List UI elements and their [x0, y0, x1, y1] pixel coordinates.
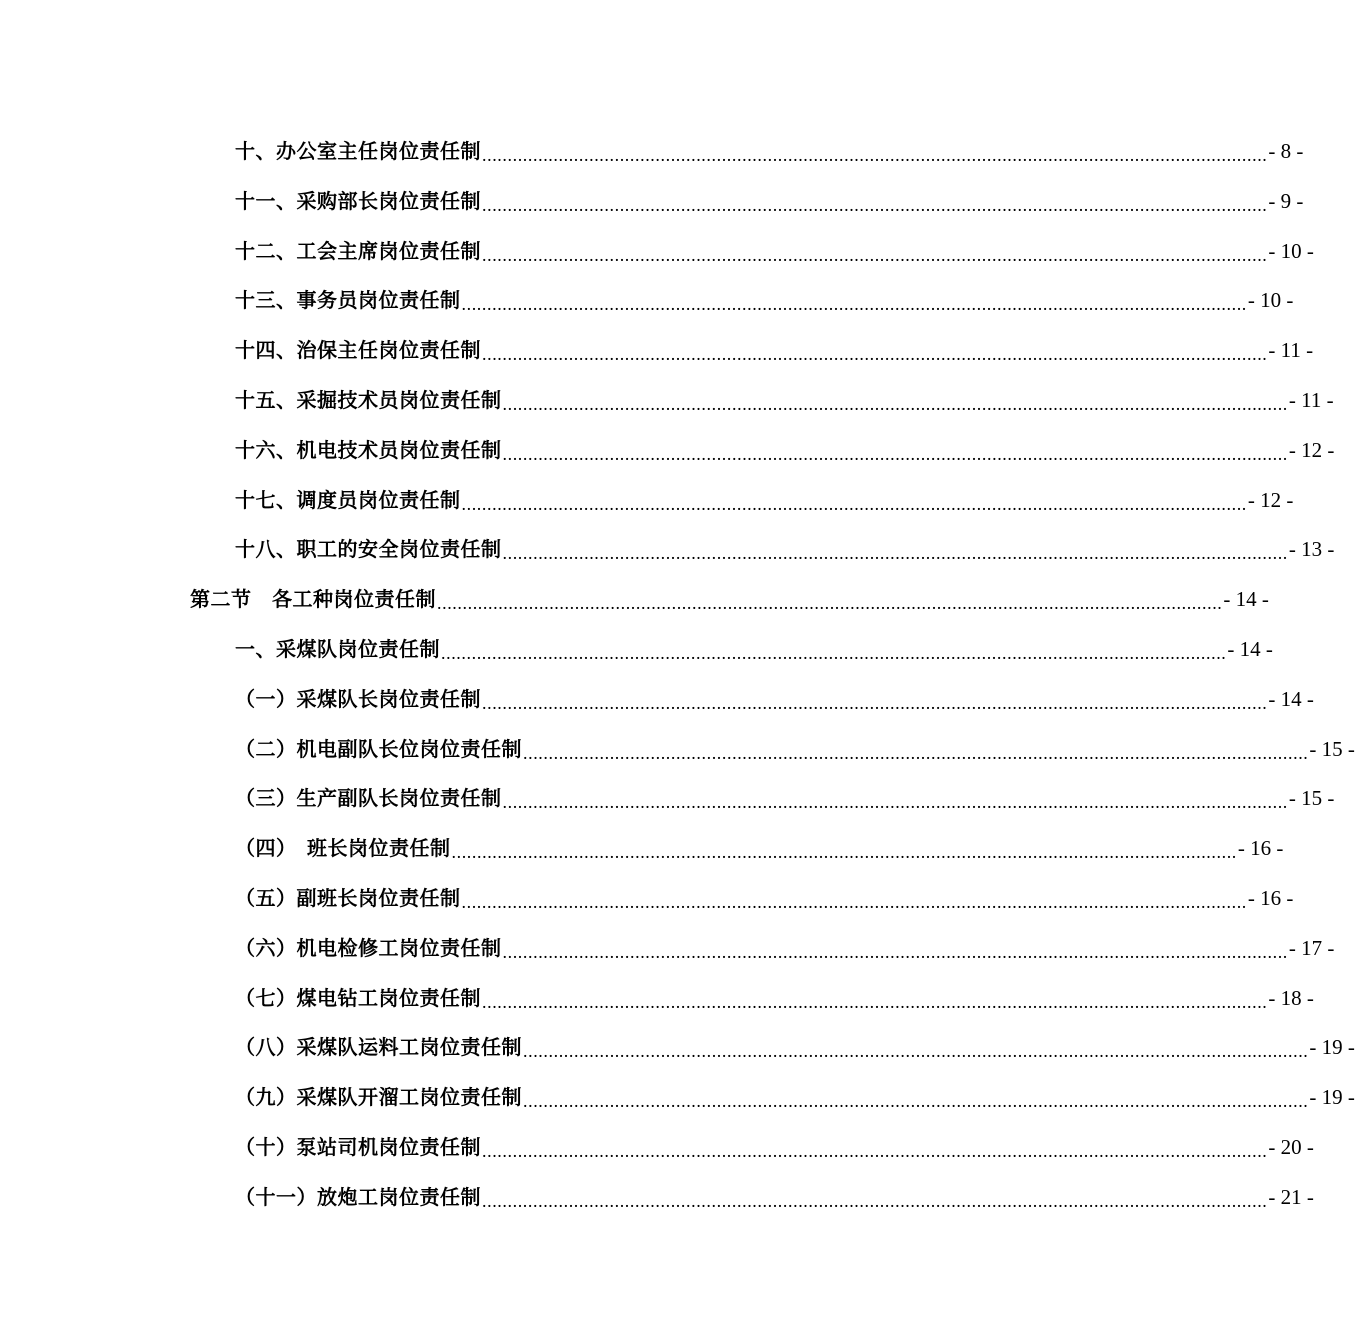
- toc-entry-page-number: - 12 -: [1288, 437, 1335, 462]
- toc-entry[interactable]: [235, 825, 1284, 871]
- toc-entry-page-number: - 18 -: [1268, 985, 1314, 1010]
- toc-entry-title: 十四、治保主任岗位责任制: [235, 338, 481, 363]
- toc-entry-title: （一）采煤队长岗位责任制: [235, 686, 481, 711]
- toc-entry-title: 第二节 各工种岗位责任制: [190, 587, 436, 612]
- toc-entry-page-number: - 16 -: [1247, 886, 1294, 910]
- toc-entry[interactable]: [235, 427, 1335, 473]
- toc-dot-leader: ..........................................................................................................................................................: [482, 991, 1268, 1012]
- toc-entry[interactable]: [235, 975, 1314, 1021]
- toc-dot-leader: ..........................................................................................................................................................: [451, 842, 1237, 863]
- toc-entry-title: （二）机电副队长位岗位责任制: [235, 736, 522, 761]
- toc-entry-title: 十八、职工的安全岗位责任制: [235, 537, 502, 562]
- toc-entry-page-number: - 14 -: [1227, 637, 1273, 661]
- toc-dot-leader: ..........................................................................................................................................................: [502, 792, 1288, 813]
- toc-entry-page-number: - 11 -: [1288, 388, 1334, 412]
- toc-entry[interactable]: [235, 676, 1314, 722]
- toc-entry-page-number: - 13 -: [1288, 537, 1335, 562]
- toc-entry-page-number: - 10 -: [1247, 288, 1294, 313]
- toc-entry-page-number: - 15 -: [1288, 786, 1335, 811]
- toc-entry-page-number: - 12 -: [1247, 487, 1294, 512]
- toc-entry[interactable]: [235, 477, 1294, 523]
- toc-entry-page-number: - 9 -: [1268, 188, 1304, 213]
- toc-entry-title: 十六、机电技术员岗位责任制: [235, 437, 502, 462]
- toc-entry[interactable]: [235, 1174, 1314, 1220]
- toc-entry-title: （十）泵站司机岗位责任制: [235, 1135, 481, 1159]
- toc-entry[interactable]: [235, 128, 1304, 174]
- toc-dot-leader: ..........................................................................................................................................................: [461, 294, 1247, 315]
- toc-entry[interactable]: [235, 1074, 1355, 1120]
- toc-entry[interactable]: [235, 1124, 1314, 1170]
- toc-entry-title: 十三、事务员岗位责任制: [235, 288, 461, 313]
- toc-entry-title: （十一）放炮工岗位责任制: [235, 1184, 481, 1209]
- toc-entry[interactable]: [235, 327, 1314, 373]
- toc-dot-leader: ..........................................................................................................................................................: [461, 493, 1247, 514]
- toc-entry[interactable]: [235, 875, 1294, 921]
- toc-entry-page-number: - 8 -: [1268, 139, 1304, 163]
- toc-dot-leader: ..........................................................................................................................................................: [502, 543, 1288, 564]
- toc-entry[interactable]: [190, 576, 1269, 622]
- toc-entry-page-number: - 10 -: [1268, 238, 1314, 263]
- toc-dot-leader: ..........................................................................................................................................................: [441, 643, 1227, 663]
- toc-dot-leader: ..........................................................................................................................................................: [502, 443, 1288, 464]
- toc-entry-page-number: - 16 -: [1237, 836, 1284, 861]
- toc-dot-leader: ..........................................................................................................................................................: [523, 742, 1309, 763]
- toc-dot-leader: ..........................................................................................................................................................: [482, 344, 1268, 365]
- toc-entry-title: （八）采煤队运料工岗位责任制: [235, 1035, 522, 1060]
- toc-entry[interactable]: [235, 377, 1334, 423]
- toc-dot-leader: ..........................................................................................................................................................: [523, 1041, 1309, 1062]
- toc-entry[interactable]: [235, 925, 1335, 971]
- toc-entry-title: 十二、工会主席岗位责任制: [235, 238, 481, 263]
- toc-entry-title: 一、采煤队岗位责任制: [235, 637, 440, 661]
- toc-entry-page-number: - 19 -: [1309, 1085, 1355, 1110]
- toc-entry[interactable]: [235, 626, 1273, 672]
- toc-entry-title: 十一、采购部长岗位责任制: [235, 188, 481, 213]
- toc-dot-leader: ..........................................................................................................................................................: [502, 394, 1288, 414]
- toc-entry[interactable]: [235, 1024, 1355, 1070]
- toc-entry-page-number: - 14 -: [1223, 587, 1269, 612]
- toc-entry[interactable]: [235, 526, 1335, 572]
- toc-dot-leader: ..........................................................................................................................................................: [482, 145, 1268, 165]
- toc-entry-title: （九）采煤队开溜工岗位责任制: [235, 1085, 522, 1110]
- toc-entry-title: 十七、调度员岗位责任制: [235, 487, 461, 512]
- toc-dot-leader: ..........................................................................................................................................................: [482, 1141, 1268, 1161]
- toc-entry-title: 十五、采掘技术员岗位责任制: [235, 388, 502, 412]
- toc-dot-leader: ..........................................................................................................................................................: [461, 892, 1247, 912]
- toc-entry[interactable]: [235, 228, 1314, 274]
- toc-entry-page-number: - 21 -: [1268, 1184, 1314, 1209]
- toc-entry-title: （四） 班长岗位责任制: [235, 836, 451, 861]
- toc-dot-leader: ..........................................................................................................................................................: [523, 1091, 1309, 1112]
- toc-dot-leader: ..........................................................................................................................................................: [482, 1190, 1268, 1211]
- toc-entry-title: （七）煤电钻工岗位责任制: [235, 985, 481, 1010]
- toc-entry[interactable]: [235, 775, 1335, 821]
- toc-entry-title: 十、办公室主任岗位责任制: [235, 139, 481, 163]
- toc-entry-title: （五）副班长岗位责任制: [235, 886, 461, 910]
- toc-entry-title: （三）生产副队长岗位责任制: [235, 786, 502, 811]
- toc-entry-page-number: - 17 -: [1288, 935, 1335, 960]
- toc-entry[interactable]: [235, 726, 1355, 772]
- toc-entry-page-number: - 11 -: [1268, 338, 1314, 363]
- toc-entry-page-number: - 19 -: [1309, 1035, 1355, 1060]
- toc-entry-page-number: - 15 -: [1309, 736, 1355, 761]
- toc-entry-page-number: - 14 -: [1268, 686, 1314, 711]
- toc-entry[interactable]: [235, 277, 1294, 323]
- toc-dot-leader: ..........................................................................................................................................................: [482, 194, 1268, 215]
- toc-entry-page-number: - 20 -: [1268, 1135, 1314, 1159]
- toc-entry-title: （六）机电检修工岗位责任制: [235, 935, 502, 960]
- toc-dot-leader: ..........................................................................................................................................................: [502, 941, 1288, 962]
- toc-dot-leader: ..........................................................................................................................................................: [437, 593, 1223, 614]
- toc-entry[interactable]: [235, 178, 1304, 224]
- toc-dot-leader: ..........................................................................................................................................................: [482, 692, 1268, 713]
- toc-dot-leader: ..........................................................................................................................................................: [482, 244, 1268, 265]
